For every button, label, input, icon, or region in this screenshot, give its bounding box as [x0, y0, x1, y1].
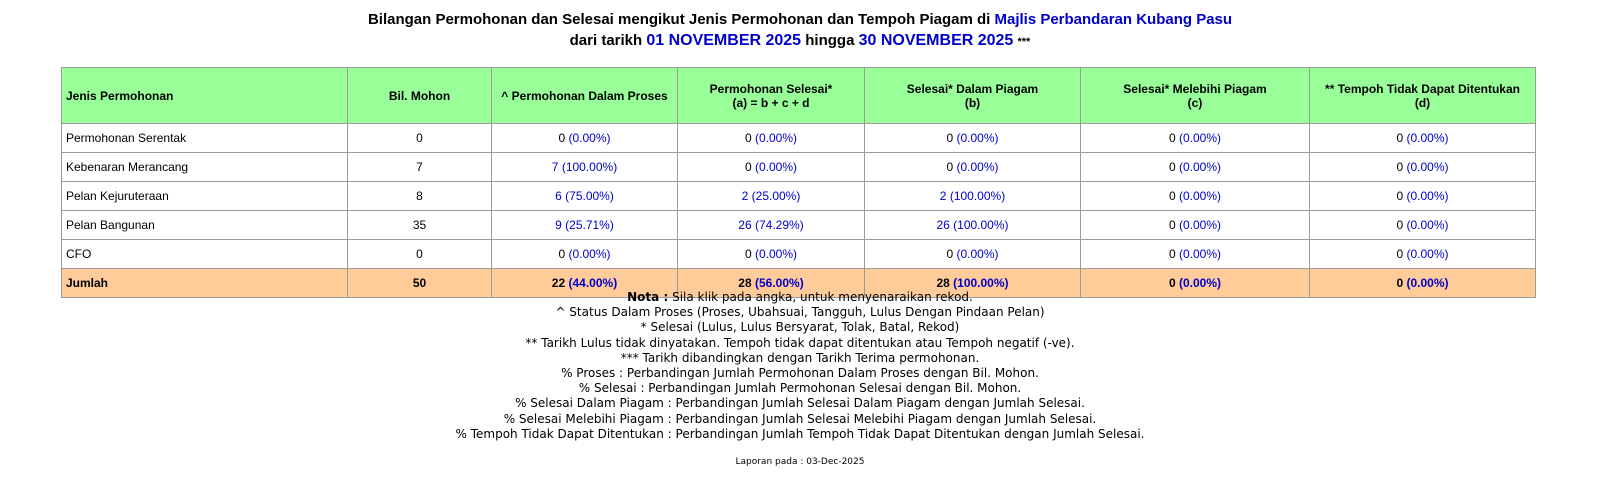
dalam-percent[interactable]: (0.00%) — [956, 131, 999, 145]
header-selesai — [678, 68, 865, 124]
total-proses-count: 22 — [551, 276, 566, 290]
selesai-percent[interactable]: (0.00%) — [755, 131, 798, 145]
cell-proses — [492, 124, 678, 153]
cell-dalam-piagam — [865, 211, 1081, 240]
note-line: % Selesai Dalam Piagam : Perbandingan Jumlah Selesai Dalam Piagam dengan Jumlah Selesai. — [515, 396, 1085, 411]
table-row — [62, 153, 1536, 182]
cell-proses — [492, 211, 678, 240]
header-tempoh-title: ** Tempoh Tidak Dapat Ditentukan — [1325, 81, 1520, 96]
header-jenis: Jenis Permohonan — [62, 68, 348, 124]
proses-count[interactable]: 6 — [555, 189, 562, 203]
proses-percent[interactable]: (100.00%) — [561, 160, 618, 174]
total-tempoh-count: 0 — [1396, 276, 1404, 290]
tempoh-percent[interactable]: (0.00%) — [1406, 189, 1449, 203]
lebih-percent[interactable]: (0.00%) — [1179, 189, 1222, 203]
header-lebih-title: Selesai* Melebihi Piagam — [1123, 81, 1267, 96]
lebih-percent[interactable]: (0.00%) — [1179, 160, 1222, 174]
cell-selesai — [678, 182, 865, 211]
tempoh-count[interactable]: 0 — [1396, 189, 1404, 203]
cell-selesai — [678, 124, 865, 153]
proses-count[interactable]: 7 — [551, 160, 559, 174]
cell-tempoh — [1310, 124, 1536, 153]
cell-melebihi-piagam — [1081, 124, 1310, 153]
table-row — [62, 240, 1536, 269]
header-proses: ^ Permohonan Dalam Proses — [492, 68, 678, 124]
row-jenis: Permohonan Serentak — [62, 124, 348, 153]
cell-selesai — [678, 240, 865, 269]
row-mohon: 35 — [348, 211, 492, 240]
cell-tempoh — [1310, 182, 1536, 211]
header-selesai-title: Permohonan Selesai* — [709, 81, 833, 96]
total-mohon: 50 — [348, 269, 492, 298]
nota-line — [0, 290, 1600, 305]
tempoh-percent[interactable]: (0.00%) — [1406, 218, 1449, 232]
note-line: *** Tarikh dibandingkan dengan Tarikh Terima permohonan. — [620, 350, 980, 365]
proses-count[interactable]: 0 — [558, 247, 566, 261]
lebih-count[interactable]: 0 — [1168, 218, 1176, 232]
note-line: % Selesai Melebihi Piagam : Perbandingan Jumlah Selesai Melebihi Piagam dengan Jumlah Selesai. — [503, 411, 1097, 426]
tempoh-percent[interactable]: (0.00%) — [1406, 160, 1449, 174]
header-tempoh — [1310, 68, 1536, 124]
header-lebih-code: (c) — [1187, 95, 1203, 110]
lebih-count[interactable]: 0 — [1168, 247, 1176, 261]
cell-dalam-piagam — [865, 182, 1081, 211]
note-line: ** Tarikh Lulus tidak dinyatakan. Tempoh tidak dapat ditentukan atau Tempoh negatif (-ve). — [525, 335, 1075, 350]
selesai-percent[interactable]: (25.00%) — [751, 189, 801, 203]
lebih-count[interactable]: 0 — [1168, 131, 1176, 145]
council-name: Majlis Perbandaran Kubang Pasu — [994, 11, 1233, 28]
report-date: Laporan pada : 03-Dec-2025 — [735, 457, 865, 467]
to-label: hingga — [805, 32, 855, 49]
cell-proses — [492, 153, 678, 182]
tempoh-count[interactable]: 0 — [1396, 131, 1404, 145]
header-tempoh-code: (d) — [1414, 95, 1431, 110]
row-mohon: 7 — [348, 153, 492, 182]
tempoh-percent[interactable]: (0.00%) — [1406, 131, 1449, 145]
header-melebihi-piagam — [1081, 68, 1310, 124]
notes-section — [0, 290, 1600, 442]
nota-text: Sila klik pada angka, untuk menyenaraikan rekod. — [672, 290, 973, 304]
lebih-percent[interactable]: (0.00%) — [1179, 247, 1222, 261]
selesai-count[interactable]: 26 — [738, 218, 752, 232]
proses-percent[interactable]: (0.00%) — [568, 247, 611, 261]
tempoh-count[interactable]: 0 — [1396, 247, 1404, 261]
proses-count[interactable]: 9 — [555, 218, 562, 232]
tempoh-count[interactable]: 0 — [1396, 160, 1404, 174]
tempoh-count[interactable]: 0 — [1396, 218, 1404, 232]
selesai-percent[interactable]: (0.00%) — [755, 160, 798, 174]
from-label: dari tarikh — [569, 32, 643, 49]
table-row — [62, 182, 1536, 211]
total-dalam-percent: (100.00%) — [953, 276, 1009, 290]
cell-selesai — [678, 153, 865, 182]
row-mohon: 8 — [348, 182, 492, 211]
cell-melebihi-piagam — [1081, 240, 1310, 269]
dalam-percent[interactable]: (0.00%) — [956, 247, 999, 261]
total-tempoh-percent: (0.00%) — [1406, 276, 1449, 290]
lebih-percent[interactable]: (0.00%) — [1179, 131, 1222, 145]
proses-percent[interactable]: (0.00%) — [568, 131, 611, 145]
row-jenis: CFO — [62, 240, 348, 269]
cell-dalam-piagam — [865, 240, 1081, 269]
header-dalam-piagam — [865, 68, 1081, 124]
cell-selesai — [678, 211, 865, 240]
row-jenis: Kebenaran Merancang — [62, 153, 348, 182]
cell-dalam-piagam — [865, 153, 1081, 182]
total-label: Jumlah — [62, 269, 348, 298]
total-proses-percent: (44.00%) — [568, 276, 618, 290]
selesai-count[interactable]: 0 — [744, 160, 752, 174]
cell-tempoh — [1310, 153, 1536, 182]
table-header-row — [62, 68, 1536, 124]
cell-melebihi-piagam — [1081, 211, 1310, 240]
note-line: * Selesai (Lulus, Lulus Bersyarat, Tolak, Batal, Rekod) — [640, 320, 960, 335]
header-selesai-formula: (a) = b + c + d — [732, 95, 810, 110]
dalam-count[interactable]: 0 — [946, 160, 954, 174]
total-selesai-percent: (56.00%) — [755, 276, 804, 290]
selesai-count[interactable]: 2 — [741, 189, 749, 203]
header-dalam-title: Selesai* Dalam Piagam — [906, 81, 1039, 96]
date-to: 30 NOVEMBER 2025 — [858, 32, 1014, 49]
dalam-count[interactable]: 2 — [939, 189, 947, 203]
date-marker: *** — [1017, 36, 1031, 48]
note-line: ^ Status Dalam Proses (Proses, Ubahsuai, Tangguh, Lulus Dengan Pindaan Pelan) — [555, 305, 1045, 320]
header-dalam-code: (b) — [964, 95, 981, 110]
dalam-count[interactable]: 26 — [936, 218, 950, 232]
row-mohon: 0 — [348, 240, 492, 269]
tempoh-percent[interactable]: (0.00%) — [1406, 247, 1449, 261]
dalam-percent[interactable]: (100.00%) — [949, 189, 1006, 203]
dalam-percent[interactable]: (100.00%) — [953, 218, 1009, 232]
cell-melebihi-piagam — [1081, 182, 1310, 211]
cell-tempoh — [1310, 240, 1536, 269]
report-title-line2 — [0, 31, 1600, 52]
total-lebih-percent: (0.00%) — [1179, 276, 1222, 290]
note-line: % Selesai : Perbandingan Jumlah Permohonan Selesai dengan Bil. Mohon. — [578, 381, 1022, 396]
nota-label: Nota : — [627, 290, 669, 304]
proses-percent[interactable]: (25.71%) — [565, 218, 614, 232]
dalam-count[interactable]: 0 — [946, 247, 954, 261]
row-jenis: Pelan Kejuruteraan — [62, 182, 348, 211]
note-line: % Tempoh Tidak Dapat Ditentukan : Perbandingan Jumlah Tempoh Tidak Dapat Ditentukan dengan Jumlah Selesai. — [455, 426, 1145, 441]
cell-dalam-piagam — [865, 124, 1081, 153]
proses-percent[interactable]: (75.00%) — [565, 189, 614, 203]
cell-tempoh — [1310, 211, 1536, 240]
report-table — [61, 67, 1536, 298]
total-selesai-count: 28 — [738, 276, 752, 290]
cell-proses — [492, 182, 678, 211]
proses-count[interactable]: 0 — [558, 131, 566, 145]
table-row — [62, 211, 1536, 240]
cell-proses — [492, 240, 678, 269]
table-row — [62, 124, 1536, 153]
title-prefix: Bilangan Permohonan dan Selesai mengikut Jenis Permohonan dan Tempoh Piagam di — [367, 11, 991, 28]
lebih-count[interactable]: 0 — [1168, 160, 1176, 174]
row-jenis: Pelan Bangunan — [62, 211, 348, 240]
selesai-count[interactable]: 0 — [744, 131, 752, 145]
selesai-percent[interactable]: (0.00%) — [755, 247, 798, 261]
lebih-percent[interactable]: (0.00%) — [1179, 218, 1222, 232]
dalam-count[interactable]: 0 — [946, 131, 954, 145]
lebih-count[interactable]: 0 — [1168, 189, 1176, 203]
row-mohon: 0 — [348, 124, 492, 153]
report-title-line1 — [0, 10, 1600, 30]
total-lebih-count: 0 — [1168, 276, 1176, 290]
note-line: % Proses : Perbandingan Jumlah Permohonan Dalam Proses dengan Bil. Mohon. — [561, 366, 1039, 381]
date-from: 01 NOVEMBER 2025 — [646, 32, 802, 49]
selesai-percent[interactable]: (74.29%) — [755, 218, 804, 232]
selesai-count[interactable]: 0 — [744, 247, 752, 261]
total-dalam-count: 28 — [936, 276, 950, 290]
cell-melebihi-piagam — [1081, 153, 1310, 182]
header-mohon: Bil. Mohon — [348, 68, 492, 124]
dalam-percent[interactable]: (0.00%) — [956, 160, 999, 174]
